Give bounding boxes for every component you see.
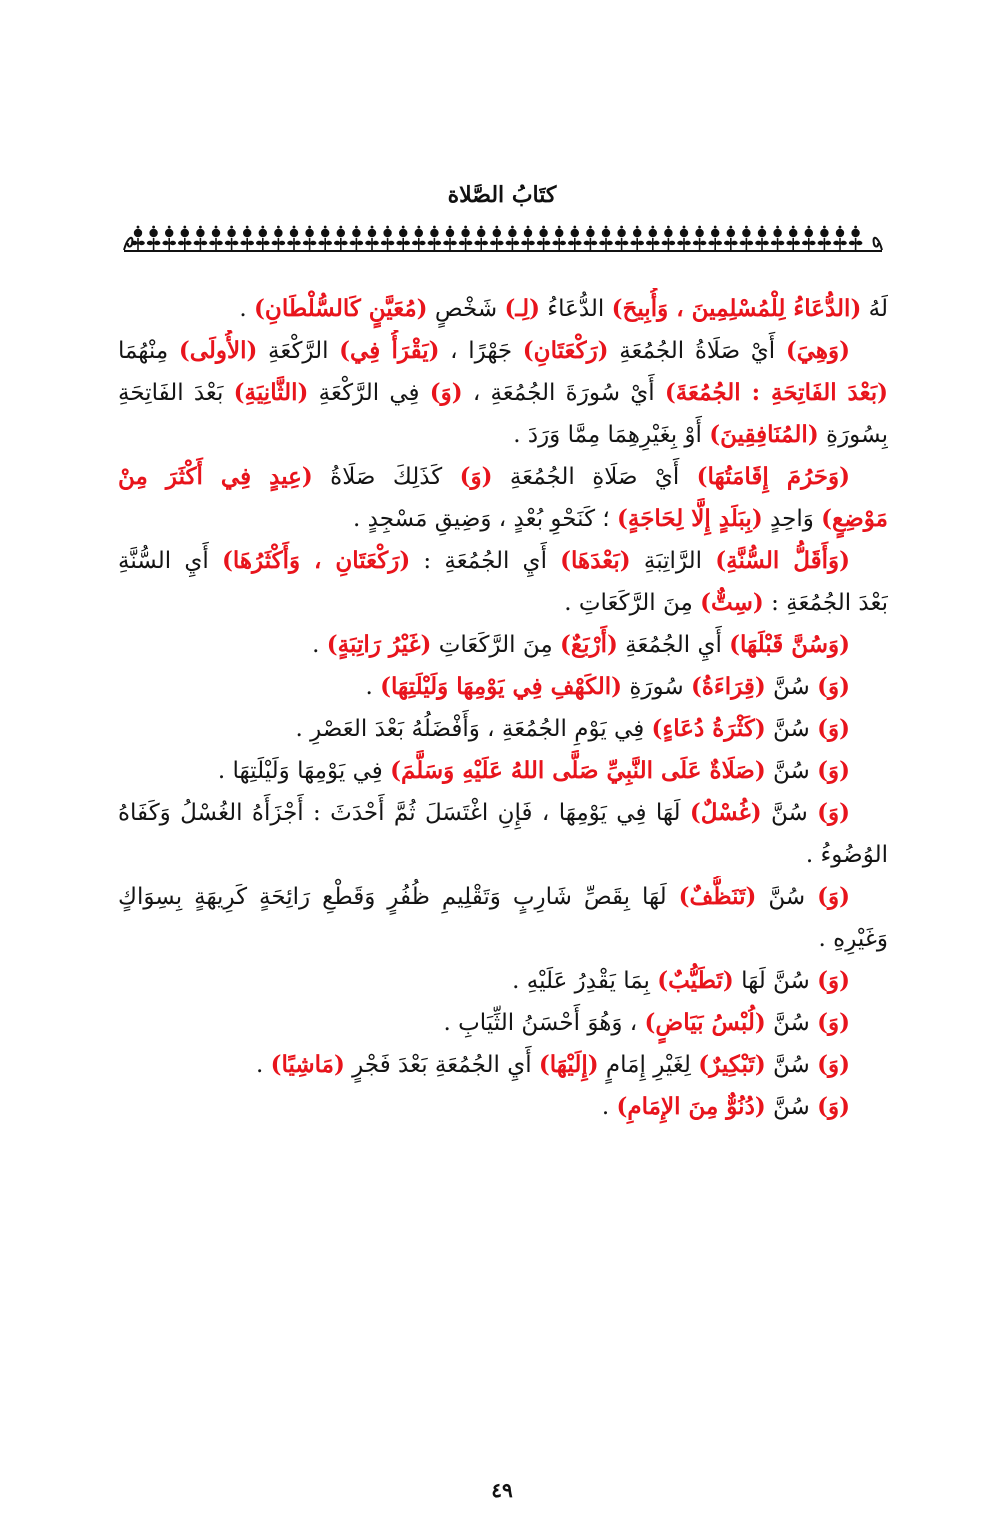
ornament-flower-unit xyxy=(740,226,754,250)
matn-text: (غُسْلٌ) xyxy=(689,799,762,826)
text-line xyxy=(118,708,888,750)
page-header xyxy=(0,182,1004,208)
sharh-text: أَيِ الجُمُعَةِ : xyxy=(410,548,561,574)
sharh-text: سُنَّ xyxy=(765,758,818,784)
matn-text: (الكَهْفِ فِي يَوْمِهَا وَلَيْلَتِهَا) xyxy=(380,673,623,700)
sharh-text: فِي يَوْمِهَا وَلَيْلَتِهَا . xyxy=(217,758,391,784)
sharh-text: لَهَا فِي يَوْمِهَا ، فَإِنِ اغْتَسَلَ ثُمَّ أَحْدَثَ : أَجْزَأَهُ الغُسْلُ وَكَفَاهُ xyxy=(118,800,690,826)
sharh-text: . xyxy=(239,296,255,322)
sharh-text: بَعْدَ الفَاتِحَةِ xyxy=(118,380,234,406)
sharh-text: بَعْدَ الجُمُعَةِ : xyxy=(763,590,888,616)
ornament-flower-unit xyxy=(490,226,504,250)
matn-text: (مَاشِيًا) xyxy=(270,1051,345,1078)
sharh-text: الرَّكْعَةِ xyxy=(257,338,340,364)
matn-text: (لُبْسُ بَيَاضٍ) xyxy=(644,1009,766,1036)
ornament-flower-unit xyxy=(334,226,348,250)
text-line xyxy=(118,414,888,456)
ornament-flower-unit xyxy=(474,226,488,250)
matn-text: (وَ) xyxy=(817,715,850,742)
sharh-text: بِمَا يَقْدِرُ عَلَيْهِ . xyxy=(512,968,658,994)
text-line xyxy=(118,1044,888,1086)
ornament-flower-unit xyxy=(459,226,473,250)
ornament-flower-unit xyxy=(225,226,239,250)
sharh-text: فِي الرَّكْعَةِ xyxy=(308,380,430,406)
matn-text: (وَ) xyxy=(817,1093,850,1120)
ornament-flower-unit xyxy=(506,226,520,250)
text-line xyxy=(118,498,888,540)
matn-text: (تَطَيُّبٌ) xyxy=(657,967,734,994)
matn-text: (الأُولَى) xyxy=(178,337,258,364)
sharh-text: أَيِ الجُمُعَةِ xyxy=(617,632,730,658)
ornament-flower-unit xyxy=(818,226,832,250)
matn-text: (إِلَيْهَا) xyxy=(538,1051,599,1078)
sharh-text: شَخْصٍ xyxy=(427,296,505,322)
body-text xyxy=(118,288,888,1128)
sharh-text: ، وَهُوَ أَحْسَنُ الثِّيَابِ . xyxy=(443,1010,645,1036)
text-line xyxy=(118,624,888,666)
ornament-flower-unit xyxy=(381,226,395,250)
ornament-flower-unit xyxy=(537,226,551,250)
sharh-text: سُنَّ xyxy=(765,1094,818,1120)
text-line xyxy=(118,750,888,792)
matn-text: (كَثْرَةُ دُعَاءٍ) xyxy=(651,715,766,742)
matn-text: (الثَّانِيَةِ) xyxy=(233,379,309,406)
matn-text: (سِتٌّ) xyxy=(700,589,764,616)
sharh-text: لَهَا بِقَصِّ شَارِبٍ وَتَقْلِيمِ ظُفُرٍ وَقَطْعِ رَائِحَةٍ كَرِيهَةٍ بِسِوَاكٍ xyxy=(118,884,679,910)
sharh-text: أَيِ الجُمُعَةِ بَعْدَ فَجْرٍ xyxy=(344,1052,539,1078)
ornament-flower-unit xyxy=(272,226,286,250)
matn-text: (وَ) xyxy=(817,1009,850,1036)
ornament-flower-unit xyxy=(240,226,254,250)
sharh-text: سُنَّ xyxy=(765,674,818,700)
sharh-text: سُورَةِ xyxy=(622,674,691,700)
sharh-text: مِنْهُمَا xyxy=(118,338,179,364)
ornament-flower-unit xyxy=(428,226,442,250)
matn-text: (أَرْبَعٌ) xyxy=(559,631,618,658)
sharh-text: جَهْرًا ، xyxy=(439,338,523,364)
ornament-flower-unit xyxy=(162,226,176,250)
ornament-flower-unit xyxy=(599,226,613,250)
matn-text: (دُنُوٌّ مِنَ الإِمَامِ) xyxy=(616,1093,766,1120)
sharh-text: وَغَيْرِهِ . xyxy=(818,926,888,952)
matn-text: (وَ) xyxy=(817,967,850,994)
sharh-text: سُنَّ xyxy=(761,800,818,826)
ornament-flower-unit xyxy=(147,226,161,250)
ornament-flower-unit xyxy=(724,226,738,250)
sharh-text: فِي يَوْمِ الجُمُعَةِ ، وَأَفْضَلُهُ بَعْدَ العَصْرِ . xyxy=(295,716,652,742)
sharh-text: سُنَّ xyxy=(765,716,818,742)
matn-text: (الدُّعَاءُ لِلْمُسْلِمِينَ ، وَأُبِيحَ) xyxy=(611,295,862,322)
matn-text: (المُنَافِقِينَ) xyxy=(709,421,819,448)
ornament-flower-unit xyxy=(552,226,566,250)
ornament-flower-unit xyxy=(786,226,800,250)
matn-text: (وَأَقَلُّ السُّنَّةِ) xyxy=(715,547,851,574)
page-number: ٤٩ xyxy=(491,1478,513,1502)
ornament-flower-unit xyxy=(194,226,208,250)
matn-text: (قِرَاءَةُ) xyxy=(691,673,766,700)
sharh-text: سُنَّ xyxy=(756,884,818,910)
ornament-flower-unit xyxy=(630,226,644,250)
ornament-flower-unit xyxy=(833,226,847,250)
page-footer xyxy=(0,1478,1004,1502)
ornament-flower-unit xyxy=(256,226,270,250)
sharh-text: وَاحِدٍ xyxy=(762,506,822,532)
matn-text: (بَعْدَ الفَاتِحَةِ : الجُمُعَةَ) xyxy=(664,379,888,406)
ornament-flower-unit xyxy=(443,226,457,250)
text-line xyxy=(118,876,888,918)
ornament-flower-unit xyxy=(131,226,145,250)
ornament-flower-unit xyxy=(568,226,582,250)
ornament-flower-unit xyxy=(708,226,722,250)
matn-text: (يَقْرَأُ فِي) xyxy=(339,337,440,364)
ornament-flower-unit xyxy=(693,226,707,250)
matn-text: (وَ) xyxy=(817,883,850,910)
ornament-flower-unit xyxy=(365,226,379,250)
matn-text: (وَهِيَ) xyxy=(785,337,850,364)
matn-text: (وَ) xyxy=(817,673,850,700)
matn-text: (وَ) xyxy=(817,799,850,826)
text-line xyxy=(118,918,888,960)
sharh-text: الوُضُوءُ . xyxy=(805,842,888,868)
text-line xyxy=(118,456,888,498)
sharh-text: الرَّاتِبَةِ xyxy=(630,548,716,574)
ornament-flower-unit xyxy=(802,226,816,250)
text-line xyxy=(118,330,888,372)
matn-text: (وَ) xyxy=(817,757,850,784)
ornament-units xyxy=(124,226,882,250)
matn-text: مَوْضِعٍ) xyxy=(821,505,888,532)
chapter-title: كتَابُ الصَّلاة xyxy=(447,182,557,208)
text-line xyxy=(118,1002,888,1044)
matn-text: (وَ) xyxy=(429,379,463,406)
matn-text: (مُعَيَّنٍ كَالسُّلْطَانِ) xyxy=(254,295,428,322)
matn-text: (لِـ) xyxy=(504,295,540,322)
matn-text: (صَلَاةٌ عَلَى النَّبِيِّ صَلَّى اللهُ عَلَيْهِ وَسَلَّمَ) xyxy=(390,757,766,784)
text-line xyxy=(118,792,888,834)
sharh-text: بِسُورَةِ xyxy=(818,422,888,448)
sharh-text: أَيْ صَلَاةِ الجُمُعَةِ xyxy=(492,464,697,490)
sharh-text: . xyxy=(601,1094,617,1120)
ornament-flower-unit xyxy=(412,226,426,250)
text-line xyxy=(118,666,888,708)
matn-text: (تَبْكِيرٌ) xyxy=(698,1051,766,1078)
sharh-text: أَيْ صَلَاةُ الجُمُعَةِ xyxy=(608,338,786,364)
floral-border-ornament-icon xyxy=(118,224,888,254)
matn-text: (وَ) xyxy=(459,463,493,490)
matn-text: (رَكْعَتَانِ) xyxy=(522,337,609,364)
ornament-flower-unit xyxy=(350,226,364,250)
sharh-text: أَيْ سُورَةَ الجُمُعَةِ ، xyxy=(462,380,665,406)
matn-text: (وَسُنَّ قَبْلَهَا) xyxy=(729,631,850,658)
sharh-text: مِنَ الرَّكَعَاتِ xyxy=(431,632,560,658)
sharh-text: أَيِ السُّنَّةِ xyxy=(118,548,222,574)
ornament-flower-unit xyxy=(178,226,192,250)
ornament-flower-unit xyxy=(396,226,410,250)
sharh-text: . xyxy=(365,674,381,700)
matn-text: (بَعْدَهَا) xyxy=(560,547,631,574)
ornament-flower-unit xyxy=(646,226,660,250)
sharh-text: كَذَلِكَ صَلَاةُ xyxy=(312,464,460,490)
sharh-text: سُنَّ xyxy=(765,1052,818,1078)
ornament-flower-unit xyxy=(662,226,676,250)
matn-text: (عِيدٍ فِي أَكْثَرَ مِنْ xyxy=(118,463,313,490)
ornament-flower-unit xyxy=(615,226,629,250)
ornament-flower-unit xyxy=(287,226,301,250)
sharh-text: أَوْ بِغَيْرِهِمَا مِمَّا وَرَدَ . xyxy=(513,422,710,448)
sharh-text: الدُّعَاءُ xyxy=(539,296,612,322)
sharh-text: . xyxy=(255,1052,271,1078)
sharh-text: سُنَّ xyxy=(765,1010,818,1036)
sharh-text: مِنَ الرَّكَعَاتِ . xyxy=(564,590,701,616)
ornament-flower-unit xyxy=(755,226,769,250)
ornament-scroll-left xyxy=(124,238,132,250)
ornament-flower-unit xyxy=(303,226,317,250)
ornament-scroll-right xyxy=(874,238,882,250)
text-line xyxy=(118,288,888,330)
ornament-flower-unit xyxy=(849,226,863,250)
matn-text: (تَنَظُّفٌ) xyxy=(678,883,757,910)
sharh-text: لِغَيْرِ إِمَامٍ xyxy=(598,1052,699,1078)
ornament-flower-unit xyxy=(584,226,598,250)
text-line xyxy=(118,372,888,414)
ornament-flower-unit xyxy=(521,226,535,250)
text-line xyxy=(118,540,888,582)
ornament-flower-unit xyxy=(771,226,785,250)
sharh-text: . xyxy=(312,632,327,658)
matn-text: (وَحَرُمَ إِقَامَتُهَا) xyxy=(696,463,850,490)
text-line xyxy=(118,960,888,1002)
matn-text: (رَكْعَتَانِ ، وَأَكْثَرُهَا) xyxy=(222,547,411,574)
matn-text: (بِبَلَدٍ إِلَّا لِحَاجَةٍ) xyxy=(616,505,763,532)
text-line xyxy=(118,834,888,876)
matn-text: (غَيْرُ رَاتِبَةٍ) xyxy=(326,631,432,658)
sharh-text: لَهُ xyxy=(861,296,888,322)
ornament-flower-unit xyxy=(677,226,691,250)
text-line xyxy=(118,582,888,624)
sharh-text: سُنَّ لَهَا xyxy=(733,968,818,994)
sharh-text: ؛ كَنَحْوِ بُعْدٍ ، وَضِيقِ مَسْجِدٍ . xyxy=(353,506,617,532)
text-line xyxy=(118,1086,888,1128)
matn-text: (وَ) xyxy=(817,1051,850,1078)
ornament-flower-unit xyxy=(318,226,332,250)
ornament-flower-unit xyxy=(209,226,223,250)
